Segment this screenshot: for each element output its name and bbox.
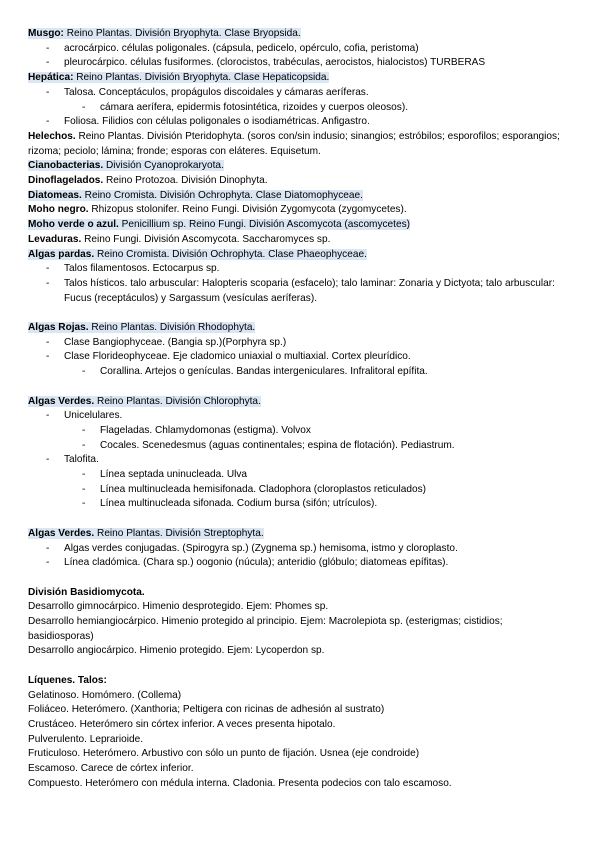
spacer bbox=[28, 659, 560, 674]
list-subitem: - Cocales. Scenedesmus (aguas continentales; espina de flotación). Pediastrum. bbox=[28, 439, 560, 454]
list-subitem: - Línea septada uninucleada. Ulva bbox=[28, 468, 560, 483]
text-line: Compuesto. Heterómero con médula interna. Cladonia. Presenta podecios con talo escamoso. bbox=[28, 777, 452, 789]
list-item: - Algas verdes conjugadas. (Spirogyra sp.) (Zygnema sp.) hemisoma, istmo y cloroplasto. bbox=[28, 542, 560, 557]
heading-moho-negro: Moho negro. Rhizopus stolonifer. Reino Fungi. División Zygomycota (zygomycetes). bbox=[28, 204, 407, 216]
list-item: - Línea cladómica. (Chara sp.) oogonio (núcula); anteridio (glóbulo; diatomeas epífitas). bbox=[28, 556, 560, 571]
list-subitem: - Línea multinucleada hemisifonada. Cladophora (cloroplastos reticulados) bbox=[28, 483, 560, 498]
heading-algas-pardas: Algas pardas. Reino Cromista. División Ochrophyta. Clase Phaeophyceae. bbox=[28, 248, 367, 260]
spacer bbox=[28, 571, 560, 586]
list-item: - Talosa. Conceptáculos, propágulos discoidales y cámaras aeríferas. bbox=[28, 86, 560, 101]
heading-liquenes: Líquenes. Talos: bbox=[28, 674, 107, 686]
list-item: - Talos filamentosos. Ectocarpus sp. bbox=[28, 262, 560, 277]
list-item: - Talos hísticos. talo arbuscular: Halopteris scoparia (esfacelo); talo laminar: Zonaria y Dictyota; talo arbuscular: Fucus (receptáculos) y Sargassum (vesículas aeríferas). bbox=[28, 277, 560, 306]
heading-algas-verdes-strepto: Algas Verdes. Reino Plantas. División Streptophyta. bbox=[28, 527, 264, 539]
list-item: - Talofita. bbox=[28, 453, 560, 468]
spacer bbox=[28, 380, 560, 395]
list-item: - Clase Florideophyceae. Eje cladomico uniaxial o multiaxial. Cortex pleurídico. bbox=[28, 350, 560, 365]
list-item: - Clase Bangiophyceae. (Bangia sp.)(Porphyra sp.) bbox=[28, 336, 560, 351]
spacer bbox=[28, 306, 560, 321]
text-line: Foliáceo. Heterómero. (Xanthoria; Peltigera con ricinas de adhesión al sustrato) bbox=[28, 704, 385, 716]
text-line: Desarrollo gimnocárpico. Himenio desprotegido. Ejem: Phomes sp. bbox=[28, 601, 329, 613]
text-line: Crustáceo. Heterómero sin córtex inferior. A veces presenta hipotalo. bbox=[28, 718, 336, 730]
list-subitem: - Línea multinucleada sifonada. Codium bursa (sifón; utrículos). bbox=[28, 497, 560, 512]
list-item: - pleurocárpico. células fusiformes. (clorocistos, trabéculas, aerocistos, hialocistos) TURBERAS bbox=[28, 56, 560, 71]
list-item: - Unicelulares. bbox=[28, 409, 560, 424]
heading-basidiomycota: División Basidiomycota. bbox=[28, 586, 145, 598]
heading-moho-verde: Moho verde o azul. Penicillium sp. Reino Fungi. División Ascomycota (ascomycetes) bbox=[28, 219, 411, 231]
paragraph-helechos: Helechos. Reino Plantas. División Pteridophyta. (soros con/sin indusio; sinangios; estróbilos; esporofilos; esporangios; rizoma; peciolo; lámina; fronde; esporas con eláteres. Equisetum. bbox=[28, 130, 560, 157]
text-line: Gelatinoso. Homómero. (Collema) bbox=[28, 689, 182, 701]
list-item: - Foliosa. Filidios con células poligonales o isodiamétricas. Anfigastro. bbox=[28, 115, 560, 130]
text-line: Escamoso. Carece de córtex inferior. bbox=[28, 763, 194, 775]
spacer bbox=[28, 512, 560, 527]
heading-algas-verdes: Algas Verdes. Reino Plantas. División Chlorophyta. bbox=[28, 395, 261, 407]
heading-algas-rojas: Algas Rojas. Reino Plantas. División Rhodophyta. bbox=[28, 322, 256, 334]
text-line: Pulverulento. Leprarioide. bbox=[28, 733, 144, 745]
heading-cianobacterias: Cianobacterias. División Cyanoprokaryota. bbox=[28, 160, 224, 172]
heading-diatomeas: Diatomeas. Reino Cromista. División Ochrophyta. Clase Diatomophyceae. bbox=[28, 189, 363, 201]
heading-levaduras: Levaduras. Reino Fungi. División Ascomycota. Saccharomyces sp. bbox=[28, 233, 331, 245]
list-subitem: - Flageladas. Chlamydomonas (estigma). Volvox bbox=[28, 424, 560, 439]
heading-musgo: Musgo: Reino Plantas. División Bryophyta. Clase Bryopsida. bbox=[28, 28, 301, 39]
heading-dinoflagelados: Dinoflagelados. Reino Protozoa. División Dinophyta. bbox=[28, 175, 268, 187]
text-line: Fruticuloso. Heterómero. Arbustivo con sólo un punto de fijación. Usnea (eje condroide) bbox=[28, 748, 420, 760]
text-line: Desarrollo angiocárpico. Himenio protegido. Ejem: Lycoperdon sp. bbox=[28, 645, 325, 657]
heading-hepatica: Hepática: Reino Plantas. División Bryophyta. Clase Hepaticopsida. bbox=[28, 72, 330, 84]
text-line: Desarrollo hemiangiocárpico. Himenio protegido al principio. Ejem: Macrolepiota sp. (esterigmas; cistidios; basidiosporas) bbox=[28, 616, 503, 642]
list-subitem: - Corallina. Artejos o genículas. Bandas intergeniculares. Infralitoral epífita. bbox=[28, 365, 560, 380]
list-item: - acrocárpico. células poligonales. (cápsula, pedicelo, opérculo, cofia, peristoma) bbox=[28, 42, 560, 57]
list-subitem: - cámara aerífera, epidermis fotosintética, rizoides y cuerpos oleosos). bbox=[28, 101, 560, 116]
